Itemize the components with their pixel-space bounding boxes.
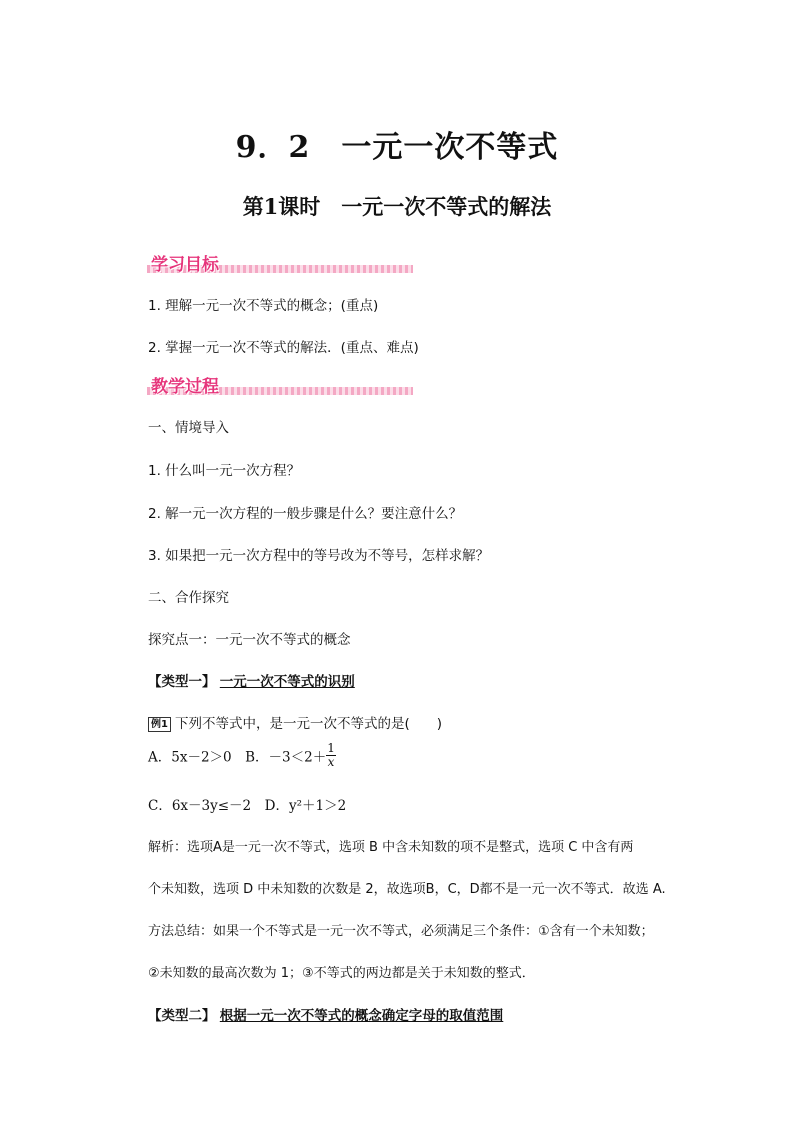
example-text: 下列不等式中，是一元一次不等式的是( ): [174, 716, 443, 732]
section-label-goals: 学习目标: [151, 255, 219, 275]
section-label-process: 教学过程: [151, 377, 219, 397]
type-title: 根据一元一次不等式的概念确定字母的取值范围: [219, 1008, 504, 1024]
fraction-denominator: x: [327, 755, 335, 769]
lesson-subtitle: 第1课时 一元一次不等式的解法: [242, 194, 552, 219]
type-tag: 【类型一】: [148, 674, 216, 690]
option-row-cd: C．6x－3y≤－2 D．y²＋1＞2: [148, 798, 347, 814]
intro-heading: 一、情境导入: [148, 420, 229, 436]
option-row-ab: [148, 742, 336, 769]
goal-item: 1. 理解一元一次不等式的概念；(重点): [148, 298, 379, 314]
fraction-numerator: 1: [327, 741, 335, 755]
type-tag: 【类型二】: [148, 1008, 216, 1024]
page-title: 9．2 一元一次不等式: [235, 130, 559, 165]
analysis-line: 解析：选项A是一元一次不等式，选项 B 中含未知数的项不是整式，选项 C 中含有两: [148, 840, 634, 855]
fraction-one-over-x: [326, 742, 336, 769]
intro-item: 1. 什么叫一元一次方程？: [148, 463, 301, 479]
type-two-heading: [148, 1004, 503, 1024]
summary-line: 方法总结：如果一个不等式是一元一次不等式，必须满足三个条件：①含有一个未知数；: [148, 924, 654, 939]
summary-line: ②未知数的最高次数为 1；③不等式的两边都是关于未知数的整式．: [148, 966, 535, 981]
intro-item: 2. 解一元一次方程的一般步骤是什么？要注意什么？: [148, 506, 463, 522]
explore-point-one: 探究点一：一元一次不等式的概念: [148, 632, 351, 648]
example-question: [148, 712, 442, 732]
type-one-heading: [148, 670, 355, 690]
option-a-b: A．5x－2＞0 B．－3＜2＋: [148, 749, 327, 766]
analysis-line: 个未知数，选项 D 中未知数的次数是 2，故选项B，C，D都不是一元一次不等式．故选 A.: [148, 882, 666, 897]
goal-item: 2. 掌握一元一次不等式的解法．(重点、难点): [148, 340, 419, 356]
section-banner-goals: [147, 253, 413, 275]
explore-heading: 二、合作探究: [148, 590, 229, 606]
section-banner-process: [147, 375, 413, 397]
intro-item: 3. 如果把一元一次方程中的等号改为不等号，怎样求解？: [148, 548, 490, 564]
type-title: 一元一次不等式的识别: [219, 674, 355, 690]
example-badge: 例1: [148, 717, 171, 732]
